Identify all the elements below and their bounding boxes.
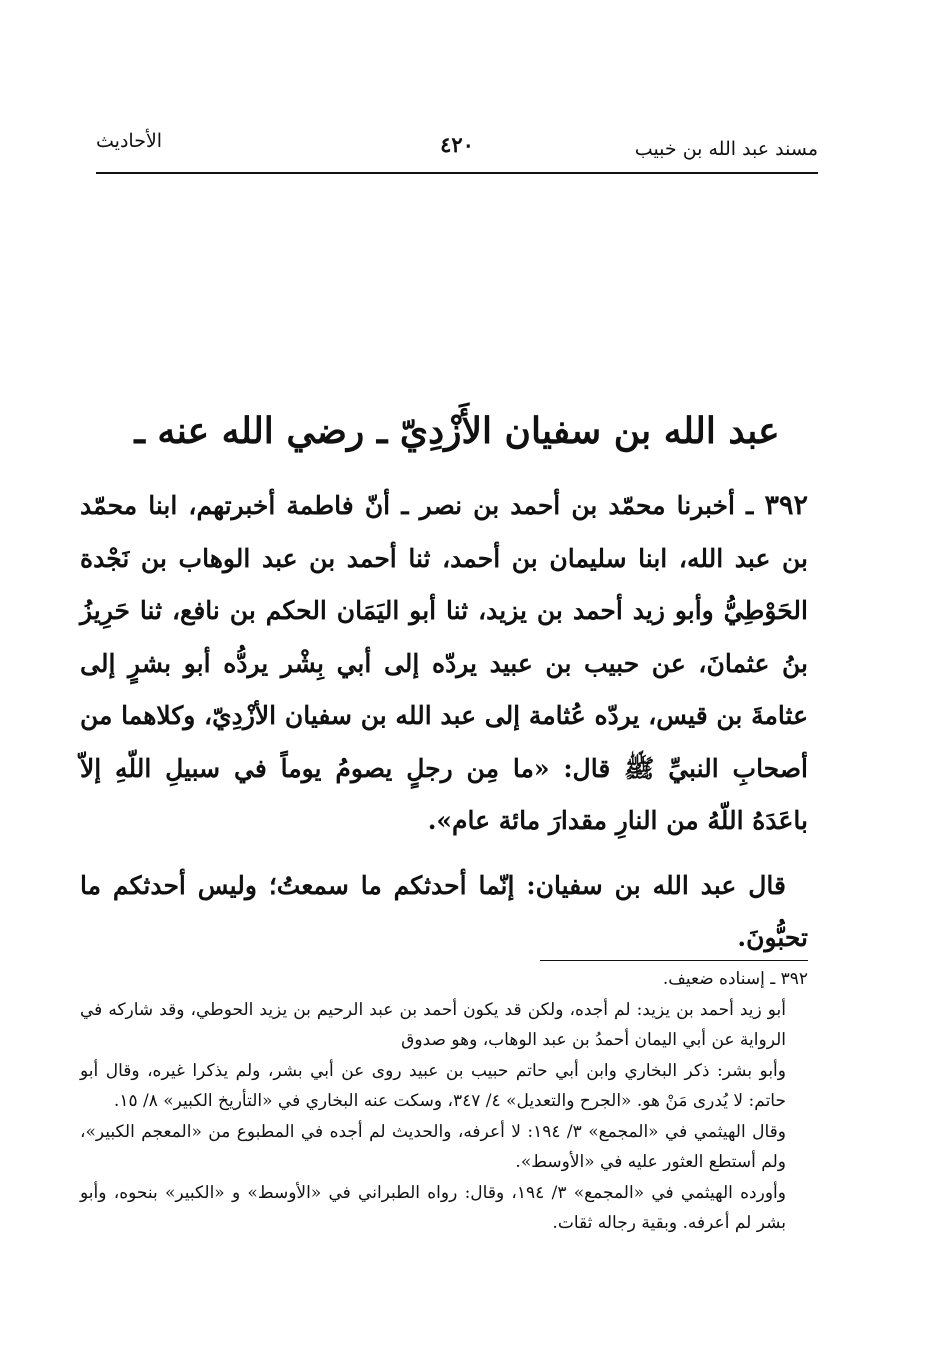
footnote-heading: ٣٩٢ ـ إسناده ضعيف.: [662, 969, 808, 989]
footnote-paragraph: وأورده الهيثمي في «المجمع» ٣/ ١٩٤، وقال: رواه الطبراني في «الأوسط» و «الكبير» بنحوه، وأبو بشر لم أعرفه. وبقية رجاله ثقات.: [80, 1182, 786, 1233]
header-section-name: الأحاديث: [96, 130, 163, 152]
page-number: ٤٢٠: [440, 132, 474, 157]
hadith-quote-paragraph: قال عبد الله بن سفيان: إنّما أحدثكم ما سمعتُ؛ وليس أحدثكم ما تحبُّونَ.: [80, 870, 808, 952]
footnote-paragraph: وأبو بشر: ذكر البخاري وابن أبي حاتم حبيب بن عبيد روى عن أبي بشر، ولم يذكرا غيره، وقال أبو حاتم: لا يُدرى مَنْ هو. «الجرح والتعديل» ٤/ ٣٤٧، وسكت عنه البخاري في «التأريخ الكبير» ٨/ ١٥.: [80, 1060, 786, 1111]
header-divider: [96, 172, 818, 174]
header-book-title: مسند عبد الله بن خبيب: [634, 138, 818, 160]
section-title: عبد الله بن سفيان الأَزْدِيّ ـ رضي الله عنه ـ: [134, 410, 780, 452]
running-header: [96, 120, 818, 168]
hadith-number: ٣٩٢: [764, 490, 808, 521]
footnote-divider: [540, 960, 808, 961]
footnote-paragraph: وقال الهيثمي في «المجمع» ٣/ ١٩٤: لا أعرفه، والحديث لم أجده في المطبوع من «المعجم الكبير»، ولم أستطع العثور عليه في «الأوسط».: [80, 1121, 786, 1172]
hadith-body: [80, 480, 808, 965]
hadith-paragraph: [80, 480, 808, 848]
footnote-paragraph: أبو زيد أحمد بن يزيد: لم أجده، ولكن قد يكون أحمد بن عبد الرحيم بن يزيد الحوطي، وقد شاركه في الرواية عن أبي اليمان أحمدُ بن عبد الوهاب، وهو صدوق: [80, 999, 786, 1050]
hadith-text: ـ أخبرنا محمّد بن أحمد بن نصر ـ أنّ فاطمة أخبرتهم، ابنا محمّد بن عبد الله، ابنا سليمان بن أحمد، ثنا أحمد بن عبد الوهاب بن نَجْدة الحَوْطِيُّ وأبو زيد أحمد بن يزيد، ثنا أبو اليَمَان الحكم بن نافع، ثنا حَرِيزُ بنُ عثمانَ، عن حبيب بن عبيد يردّه إلى أبي بِشْر يردُّه أبو بشرٍ إلى عثامةَ بن قيس، يردّه عُثامة إلى عبد الله بن سفيان الأزْدِيّ، وكلاهما من أصحابِ النبيِّ ﷺ قال: «ما مِن رجلٍ يصومُ يوماً في سبيلِ اللّهِ إلاّ باعَدَهُ اللّهُ من النارِ مقدارَ مائة عام».: [80, 491, 808, 835]
footnotes: [80, 964, 808, 1239]
